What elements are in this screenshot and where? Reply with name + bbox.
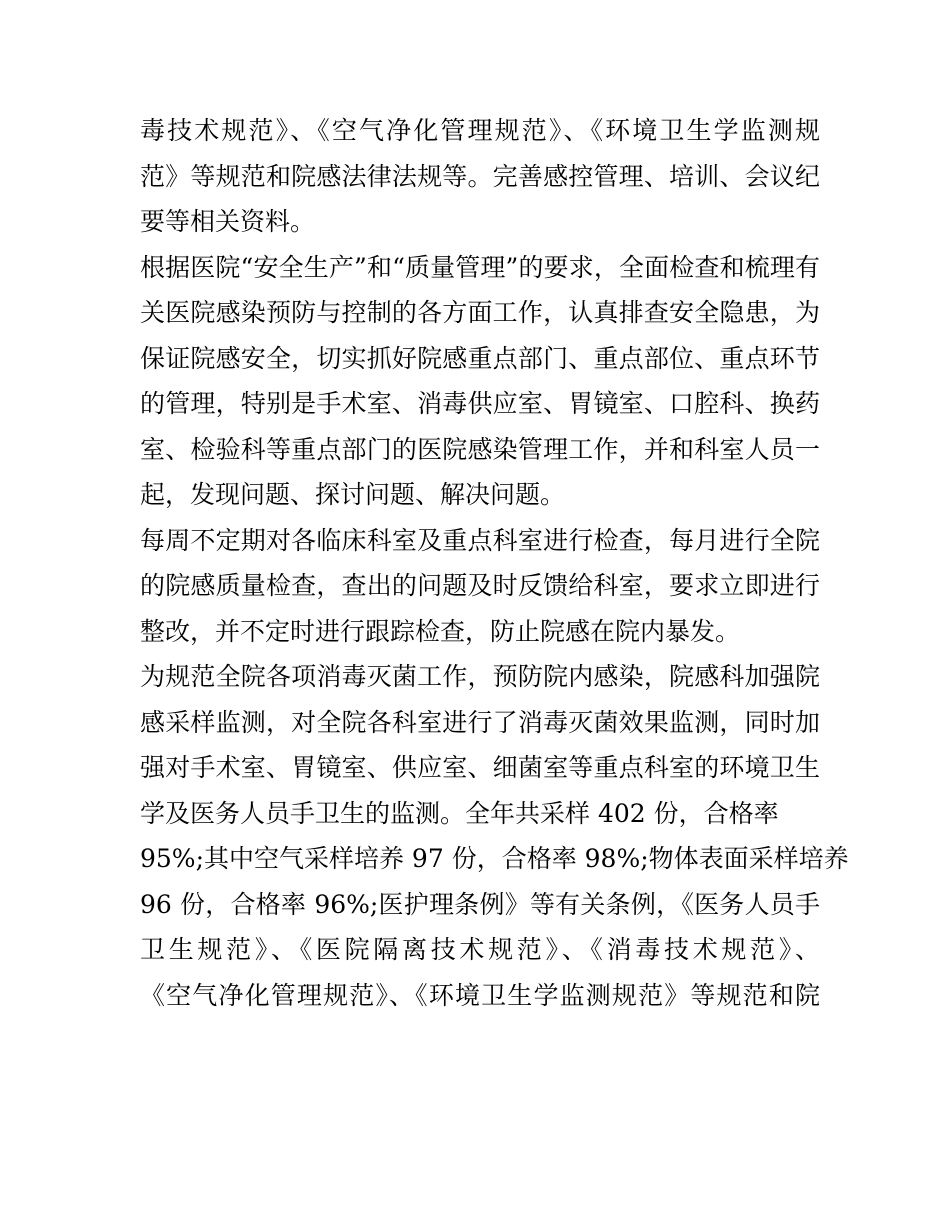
text-line: 强对手术室、胃镜室、供应室、细菌室等重点科室的环境卫生 [140, 753, 820, 782]
text-line: 范》等规范和院感法律法规等。完善感控管理、培训、会议纪 [140, 161, 820, 191]
text-line: 保证院感安全，切实抓好院感重点部门、重点部位、重点环节 [140, 343, 820, 373]
text-line: 毒技术规范》、《空气净化管理规范》、《环境卫生学监测规 [140, 116, 820, 145]
text-line: 室、检验科等重点部门的医院感染管理工作，并和科室人员一 [140, 434, 820, 464]
text-line: 关医院感染预防与控制的各方面工作，认真排查安全隐患，为 [140, 298, 820, 327]
text-line: 95%;其中空气采样培养 97 份，合格率 98%;物体表面采样培养 [140, 844, 849, 873]
text-line: 根据医院“安全生产”和“质量管理”的要求，全面检查和梳理有 [140, 252, 820, 282]
body-text [140, 108, 849, 1018]
text-line: 为规范全院各项消毒灭菌工作，预防院内感染，院感科加强院 [140, 662, 820, 691]
text-line: 每周不定期对各临床科室及重点科室进行检查，每月进行全院 [140, 525, 820, 555]
text-line: 的院感质量检查，查出的问题及时反馈给科室，要求立即进行 [140, 571, 820, 600]
text-line: 起，发现问题、探讨问题、解决问题。 [140, 480, 566, 509]
text-line: 整改，并不定时进行跟踪检查，防止院感在院内暴发。 [140, 616, 741, 646]
text-line: 96 份，合格率 96%;医护理条例》等有关条例，《医务人员手 [140, 889, 820, 919]
text-line: 《空气净化管理规范》、《环境卫生学监测规范》等规范和院 [140, 980, 820, 1010]
text-line: 卫生规范》、《医院隔离技术规范》、《消毒技术规范》、 [140, 935, 820, 964]
text-line: 的管理，特别是手术室、消毒供应室、胃镜室、口腔科、换药 [140, 389, 820, 418]
text-line: 感采样监测，对全院各科室进行了消毒灭菌效果监测，同时加 [140, 707, 820, 737]
text-line: 学及医务人员手卫生的监测。全年共采样 402 份，合格率 [140, 798, 779, 828]
text-line: 要等相关资料。 [140, 207, 316, 236]
